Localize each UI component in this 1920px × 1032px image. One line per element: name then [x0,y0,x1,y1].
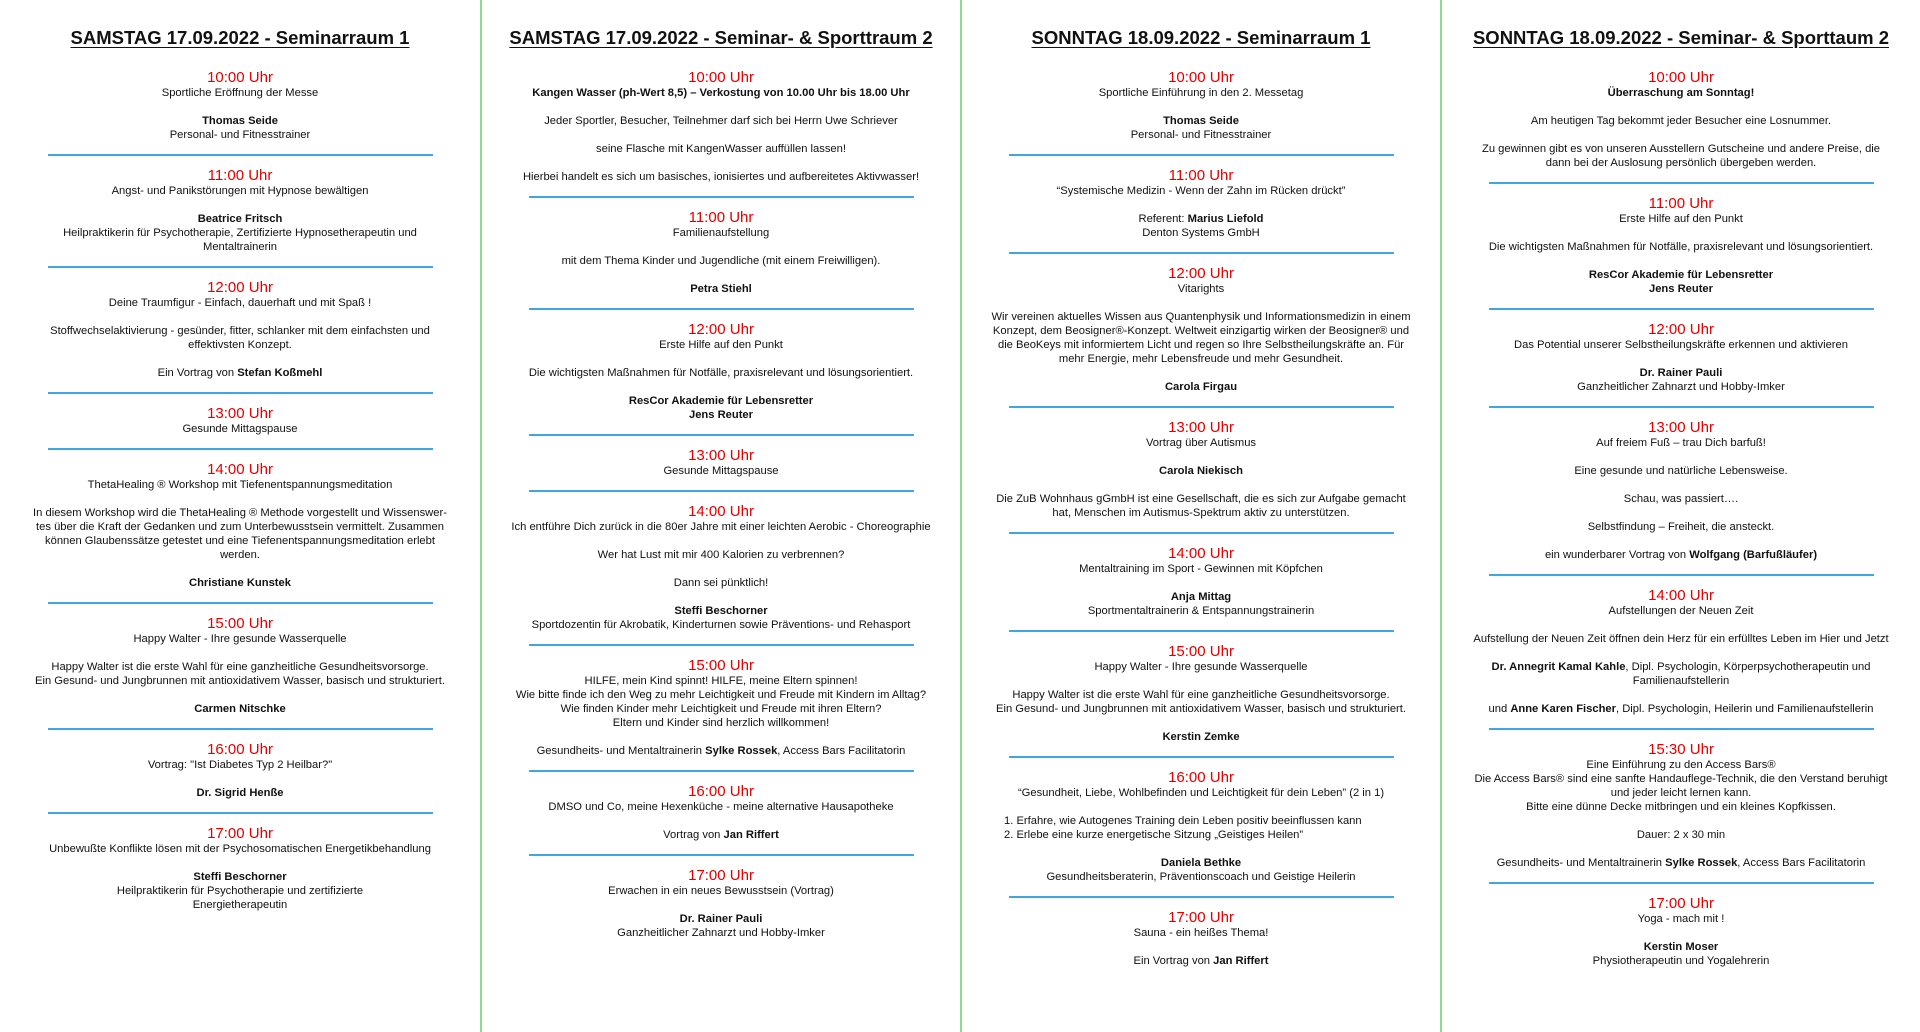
schedule-slot [976,545,1426,618]
slot-text: 2. Erlebe eine kurze energetische Sitzung „Geistiges Heilen” [1004,829,1304,841]
slot-text [1456,702,1906,716]
slot-text [14,366,466,380]
speaker-name: Wolfgang (Barfußläufer) [1689,549,1818,561]
slot-text: können Glaubenssätze getestet und eine Tiefenentspannungsmeditation erlebt [45,535,435,547]
slot-list [1456,69,1906,968]
slot-text: Wer hat Lust mit mir 400 Kalorien zu verbrennen? [597,549,845,561]
speaker-name: Petra Stiehl [690,283,752,295]
text-suffix: , Dipl. Psychologin, Heilerin und Familienaufstellerin [1616,703,1874,715]
schedule-slot [1456,895,1906,968]
slot-time: 16:00 Uhr [1168,769,1234,786]
speaker-name: Dr. Rainer Pauli [679,913,763,925]
slot-text: werden. [220,549,260,561]
slot-text: Familienaufstellerin [1632,675,1730,687]
slot-text: Ein Gesund- und Jungbrunnen mit antioxidativem Wasser, basisch und strukturiert. [35,675,445,687]
schedule-slot [496,503,946,632]
slot-text: Happy Walter ist die erste Wahl für eine ganzheitliche Gesundheitsvorsorge. [1012,689,1390,701]
schedule-slot [976,419,1426,520]
slot-text: 1. Erfahre, wie Autogenes Training dein Leben positiv beeinflussen kann [1004,815,1362,827]
slot-text: Ich entführe Dich zurück in die 80er Jahre mit einer leichten Aerobic - Choreographie [511,521,931,533]
slot-separator [529,434,914,436]
slot-text: Angst- und Panikstörungen mit Hypnose bewältigen [111,185,369,197]
slot-text [1456,856,1906,870]
schedule-slot [496,321,946,422]
speaker-name: Jens Reuter [1648,283,1714,295]
text-prefix: Gesundheits- und Mentaltrainerin [536,745,706,757]
slot-separator [1489,728,1874,730]
schedule-column [480,0,960,1032]
slot-text [976,954,1426,968]
schedule-slot [496,783,946,842]
slot-text: Gesunde Mittagspause [663,465,779,477]
speaker-name: Dr. Sigrid Henße [196,787,284,799]
slot-time: 12:00 Uhr [1648,321,1714,338]
slot-text: Erste Hilfe auf den Punkt [659,339,783,351]
schedule-slot [14,615,466,716]
speaker-name: Marius Liefold [1187,213,1264,225]
slot-text [496,828,946,842]
slot-time: 16:00 Uhr [207,741,273,758]
slot-text: Yoga - mach mit ! [1637,913,1725,925]
slot-separator [48,812,433,814]
slot-text: Gesundheitsberaterin, Präventionscoach und Geistige Heilerin [1046,871,1356,883]
slot-text: ThetaHealing ® Workshop mit Tiefenentspannungsmeditation [87,479,393,491]
slot-text: Jeder Sportler, Besucher, Teilnehmer darf sich bei Herrn Uwe Schriever [544,115,898,127]
slot-time: 16:00 Uhr [688,783,754,800]
slot-text: Dann sei pünktlich! [673,577,769,589]
slot-text [496,744,946,758]
slot-text: Die wichtigsten Maßnahmen für Notfälle, praxisrelevant und lösungsorientiert. [528,367,914,379]
slot-text: HILFE, mein Kind spinnt! HILFE, meine Eltern spinnen! [584,675,858,687]
slot-separator [48,392,433,394]
slot-text: hat, Menschen im Autismus-Spektrum aktiv zu unterstützen. [1052,507,1350,519]
speaker-name: ResCor Akademie für Lebensretter [1588,269,1774,281]
slot-separator [1009,154,1394,156]
slot-time: 11:00 Uhr [207,167,273,184]
speaker-name: Daniela Bethke [1160,857,1242,869]
slot-text: Die wichtigsten Maßnahmen für Notfälle, praxisrelevant und lösungsorientiert. [1488,241,1874,253]
schedule-slot [496,209,946,296]
slot-separator [1009,406,1394,408]
slot-text: Vitarights [1177,283,1225,295]
slot-text: Heilpraktikerin für Psychotherapie und zertifizierte [116,885,364,897]
slot-separator [1489,882,1874,884]
schedule-slot [14,69,466,142]
schedule-slot [976,167,1426,240]
slot-text: Dauer: 2 x 30 min [1636,829,1726,841]
schedule-slot [1456,741,1906,870]
slot-text: Das Potential unserer Selbstheilungskräfte erkennen und aktivieren [1514,339,1848,351]
schedule-slot [14,167,466,254]
slot-text: Sauna - ein heißes Thema! [1133,927,1269,939]
slot-text: Konzept, dem Beosigner®-Konzept. Weltweit einzigartig wirken der Beosigner® und [992,325,1410,337]
slot-text: Wie finden Kinder mehr Leichtigkeit und Freude mit ihren Eltern? [560,703,882,715]
slot-separator [1489,308,1874,310]
slot-text: dann bei der Auslosung persönlich übergeben werden. [1545,157,1817,169]
speaker-name: Beatrice Fritsch [197,213,283,225]
slot-separator [529,490,914,492]
slot-text: Die ZuB Wohnhaus gGmbH ist eine Gesellschaft, die es sich zur Aufgabe gemacht [996,493,1406,505]
slot-separator [529,196,914,198]
slot-time: 10:00 Uhr [207,69,273,86]
speaker-name: ResCor Akademie für Lebensretter [628,395,814,407]
slot-separator [48,448,433,450]
slot-text: Die Access Bars® sind eine sanfte Handauflege-Technik, die den Verstand beruhigt [1474,773,1888,785]
slot-text [1456,660,1906,674]
slot-text: Eine gesunde und natürliche Lebensweise. [1574,465,1788,477]
text-prefix: Vortrag von [663,829,724,841]
slot-separator [48,602,433,604]
text-prefix: Referent: [1138,213,1188,225]
schedule-slot [1456,195,1906,296]
schedule-slot [496,657,946,758]
text-suffix: , Dipl. Psychologin, Körperpsychotherapeutin und [1625,661,1871,673]
slot-text: Heilpraktikerin für Psychotherapie, Zertifizierte Hypnosetherapeutin und [63,227,417,239]
slot-text: Schau, was passiert…. [1623,493,1739,505]
slot-time: 15:30 Uhr [1648,741,1714,758]
slot-time: 11:00 Uhr [688,209,754,226]
schedule-column [0,0,480,1032]
slot-text: Sportliche Einführung in den 2. Messetag [1098,87,1304,99]
slot-text: Wir vereinen aktuelles Wissen aus Quantenphysik und Informationsmedizin in einem [991,311,1411,323]
schedule-column [1440,0,1920,1032]
slot-text: Vortrag: "Ist Diabetes Typ 2 Heilbar?" [147,759,333,771]
schedule-slot [496,69,946,184]
slot-text: mehr Energie, mehr Lebensfreude und mehr Gesundheit. [1058,353,1344,365]
slot-time: 17:00 Uhr [688,867,754,884]
slot-text: Sportdozentin für Akrobatik, Kinderturnen sowie Präventions- und Rehasport [531,619,911,631]
slot-text: Bitte eine dünne Decke mitbringen und ein kleines Kopfkissen. [1526,801,1836,813]
slot-separator [1489,574,1874,576]
slot-separator [529,644,914,646]
text-prefix: Ein Vortrag von [1133,955,1214,967]
slot-separator [1009,630,1394,632]
slot-separator [48,728,433,730]
speaker-name: Steffi Beschorner [674,605,768,617]
speaker-name: Carmen Nitschke [194,703,286,715]
slot-text: tes über die Kraft der Gedanken und zum Unterbewusstsein vermittelt. Zusammen [36,521,444,533]
schedule-slot [14,741,466,800]
schedule-slot [976,769,1426,884]
slot-text: Zu gewinnen gibt es von unseren Ausstellern Gutscheine und andere Preise, die [1481,143,1881,155]
slot-time: 10:00 Uhr [688,69,754,86]
slot-text: Eltern und Kinder sind herzlich willkommen! [612,717,830,729]
slot-list [976,69,1426,968]
slot-text: seine Flasche mit KangenWasser auffüllen lassen! [596,143,846,155]
speaker-name: Anne Karen Fischer [1510,703,1617,715]
slot-text: DMSO und Co, meine Hexenküche - meine alternative Hausapotheke [548,801,894,813]
slot-text: Vortrag über Autismus [1145,437,1257,449]
slot-separator [529,770,914,772]
slot-time: 12:00 Uhr [207,279,273,296]
slot-separator [48,154,433,156]
slot-text: Stoffwechselaktivierung - gesünder, fitter, schlanker mit dem einfachsten und [50,325,430,337]
slot-time: 17:00 Uhr [207,825,273,842]
slot-text: Personal- und Fitnesstrainer [1130,129,1272,141]
slot-text: “Gesundheit, Liebe, Wohlbefinden und Leichtigkeit für dein Leben” (2 in 1) [1017,787,1385,799]
slot-text: Unbewußte Konflikte lösen mit der Psychosomatischen Energetikbehandlung [49,843,431,855]
slot-text: Ein Gesund- und Jungbrunnen mit antioxidativem Wasser, basisch und strukturiert. [996,703,1406,715]
slot-time: 12:00 Uhr [688,321,754,338]
slot-text: und jeder leicht lernen kann. [1610,787,1752,799]
slot-text: Ganzheitlicher Zahnarzt und Hobby-Imker [617,927,825,939]
slot-list [14,69,466,912]
text-prefix: ein wunderbarer Vortrag von [1544,549,1690,561]
column-title: SONNTAG 18.09.2022 - Seminarraum 1 [1031,27,1371,48]
slot-text: Erwachen in ein neues Bewusstsein (Vortrag) [608,885,834,897]
slot-time: 13:00 Uhr [1168,419,1234,436]
speaker-name: Dr. Annegrit Kamal Kahle [1491,661,1626,673]
text-prefix: und [1488,703,1511,715]
slot-time: 13:00 Uhr [688,447,754,464]
speaker-name: Dr. Rainer Pauli [1639,367,1723,379]
speaker-name: Carola Niekisch [1159,465,1243,477]
slot-text: Gesunde Mittagspause [182,423,298,435]
text-prefix: Ein Vortrag von [157,367,238,379]
speaker-name: Steffi Beschorner [193,871,287,883]
schedule-slot [976,69,1426,142]
slot-time: 14:00 Uhr [688,503,754,520]
slot-time: 14:00 Uhr [1168,545,1234,562]
schedule-slot [1456,587,1906,716]
schedule-slot [14,279,466,380]
schedule-slot [496,867,946,940]
slot-text: Ganzheitlicher Zahnarzt und Hobby-Imker [1577,381,1785,393]
slot-time: 14:00 Uhr [207,461,273,478]
slot-time: 15:00 Uhr [1168,643,1234,660]
speaker-name: Jan Riffert [1213,955,1269,967]
slot-time: 15:00 Uhr [207,615,273,632]
slot-text: Mentaltrainerin [203,241,277,253]
speaker-name: Kerstin Zemke [1162,731,1240,743]
slot-separator [1009,896,1394,898]
slot-text: Personal- und Fitnesstrainer [169,129,311,141]
speaker-name: Jan Riffert [723,829,779,841]
speaker-name: Thomas Seide [202,115,278,127]
slot-separator [529,308,914,310]
slot-time: 17:00 Uhr [1168,909,1234,926]
slot-time: 10:00 Uhr [1168,69,1234,86]
slot-separator [1489,406,1874,408]
slot-text: die BeoKeys mit informiertem Licht und regen so Ihre Selbstheilungskräfte an. Für [997,339,1405,351]
slot-text: Hierbei handelt es sich um basisches, ionisiertes und aufbereitetes Aktivwasser! [522,171,920,183]
slot-text: Auf freiem Fuß – trau Dich barfuß! [1596,437,1766,449]
schedule-slot [976,909,1426,968]
slot-time: 11:00 Uhr [1168,167,1234,184]
slot-separator [1009,532,1394,534]
speaker-name: Carola Firgau [1164,381,1238,393]
schedule-slot [1456,419,1906,562]
slot-time: 17:00 Uhr [1648,895,1714,912]
slot-text: Physiotherapeutin und Yogalehrerin [1592,955,1770,967]
slot-time: 15:00 Uhr [688,657,754,674]
schedule-slot [976,265,1426,394]
speaker-name: Überraschung am Sonntag! [1607,87,1755,99]
slot-text [976,212,1426,226]
slot-text: “Systemische Medizin - Wenn der Zahn im Rücken drückt” [1056,185,1346,197]
slot-time: 11:00 Uhr [1648,195,1714,212]
slot-text: mit dem Thema Kinder und Jugendliche (mit einem Freiwilligen). [561,255,881,267]
speaker-name: Kangen Wasser (ph-Wert 8,5) – Verkostung von 10.00 Uhr bis 18.00 Uhr [532,87,910,99]
slot-text: Am heutigen Tag bekommt jeder Besucher eine Losnummer. [1530,115,1832,127]
slot-separator [529,854,914,856]
schedule-slot [14,825,466,912]
slot-text: Aufstellung der Neuen Zeit öffnen dein Herz für ein erfülltes Leben im Hier und Jetzt [1473,633,1889,645]
slot-text: Wie bitte finde ich den Weg zu mehr Leichtigkeit und Freude mit Kindern im Alltag? [515,689,927,701]
speaker-name: Anja Mittag [1170,591,1232,603]
slot-time: 10:00 Uhr [1648,69,1714,86]
slot-text: Sportmentaltrainerin & Entspannungstrainerin [1087,605,1315,617]
slot-text: Happy Walter - Ihre gesunde Wasserquelle [1094,661,1308,673]
column-title: SAMSTAG 17.09.2022 - Seminar- & Sporttraum 2 [509,27,933,48]
speaker-name: Thomas Seide [1163,115,1239,127]
slot-text: Happy Walter - Ihre gesunde Wasserquelle [133,633,347,645]
slot-text: Energietherapeutin [192,899,288,911]
schedule-column [960,0,1440,1032]
slot-text: Eine Einführung zu den Access Bars® [1586,759,1776,771]
schedule-slot [496,447,946,478]
slot-separator [48,266,433,268]
slot-time: 12:00 Uhr [1168,265,1234,282]
speaker-name: Sylke Rossek [1665,857,1738,869]
speaker-name: Sylke Rossek [705,745,778,757]
column-title: SONNTAG 18.09.2022 - Seminar- & Sporttaum 2 [1472,27,1890,48]
speaker-name: Kerstin Moser [1643,941,1719,953]
text-suffix: , Access Bars Facilitatorin [1737,857,1866,869]
slot-text: effektivsten Konzept. [188,339,292,351]
slot-text: Erste Hilfe auf den Punkt [1619,213,1743,225]
schedule-slot [1456,69,1906,170]
slot-separator [1009,252,1394,254]
schedule-slot [14,405,466,436]
slot-text: Denton Systems GmbH [1142,227,1260,239]
slot-time: 13:00 Uhr [1648,419,1714,436]
slot-text: Aufstellungen der Neuen Zeit [1608,605,1754,617]
column-title: SAMSTAG 17.09.2022 - Seminarraum 1 [70,27,410,48]
slot-text [1456,548,1906,562]
slot-separator [1009,756,1394,758]
slot-text: Happy Walter ist die erste Wahl für eine ganzheitliche Gesundheitsvorsorge. [51,661,429,673]
slot-text: In diesem Workshop wird die ThetaHealing ® Methode vorgestellt und Wissenswer- [33,507,447,519]
speaker-name: Jens Reuter [688,409,754,421]
text-suffix: , Access Bars Facilitatorin [777,745,906,757]
schedule-slot [14,461,466,590]
slot-text: Mentaltraining im Sport - Gewinnen mit Köpfchen [1079,563,1323,575]
slot-text: Selbstfindung – Freiheit, die ansteckt. [1587,521,1775,533]
slot-text: Familienaufstellung [672,227,770,239]
slot-time: 14:00 Uhr [1648,587,1714,604]
schedule-slot [1456,321,1906,394]
slot-list [496,69,946,940]
schedule-slot [976,643,1426,744]
slot-separator [1489,182,1874,184]
text-prefix: Gesundheits- und Mentaltrainerin [1496,857,1666,869]
slot-time: 13:00 Uhr [207,405,273,422]
speaker-name: Stefan Koßmehl [237,367,323,379]
slot-text: Sportliche Eröffnung der Messe [161,87,319,99]
slot-text: Deine Traumfigur - Einfach, dauerhaft und mit Spaß ! [108,297,372,309]
speaker-name: Christiane Kunstek [189,577,291,589]
